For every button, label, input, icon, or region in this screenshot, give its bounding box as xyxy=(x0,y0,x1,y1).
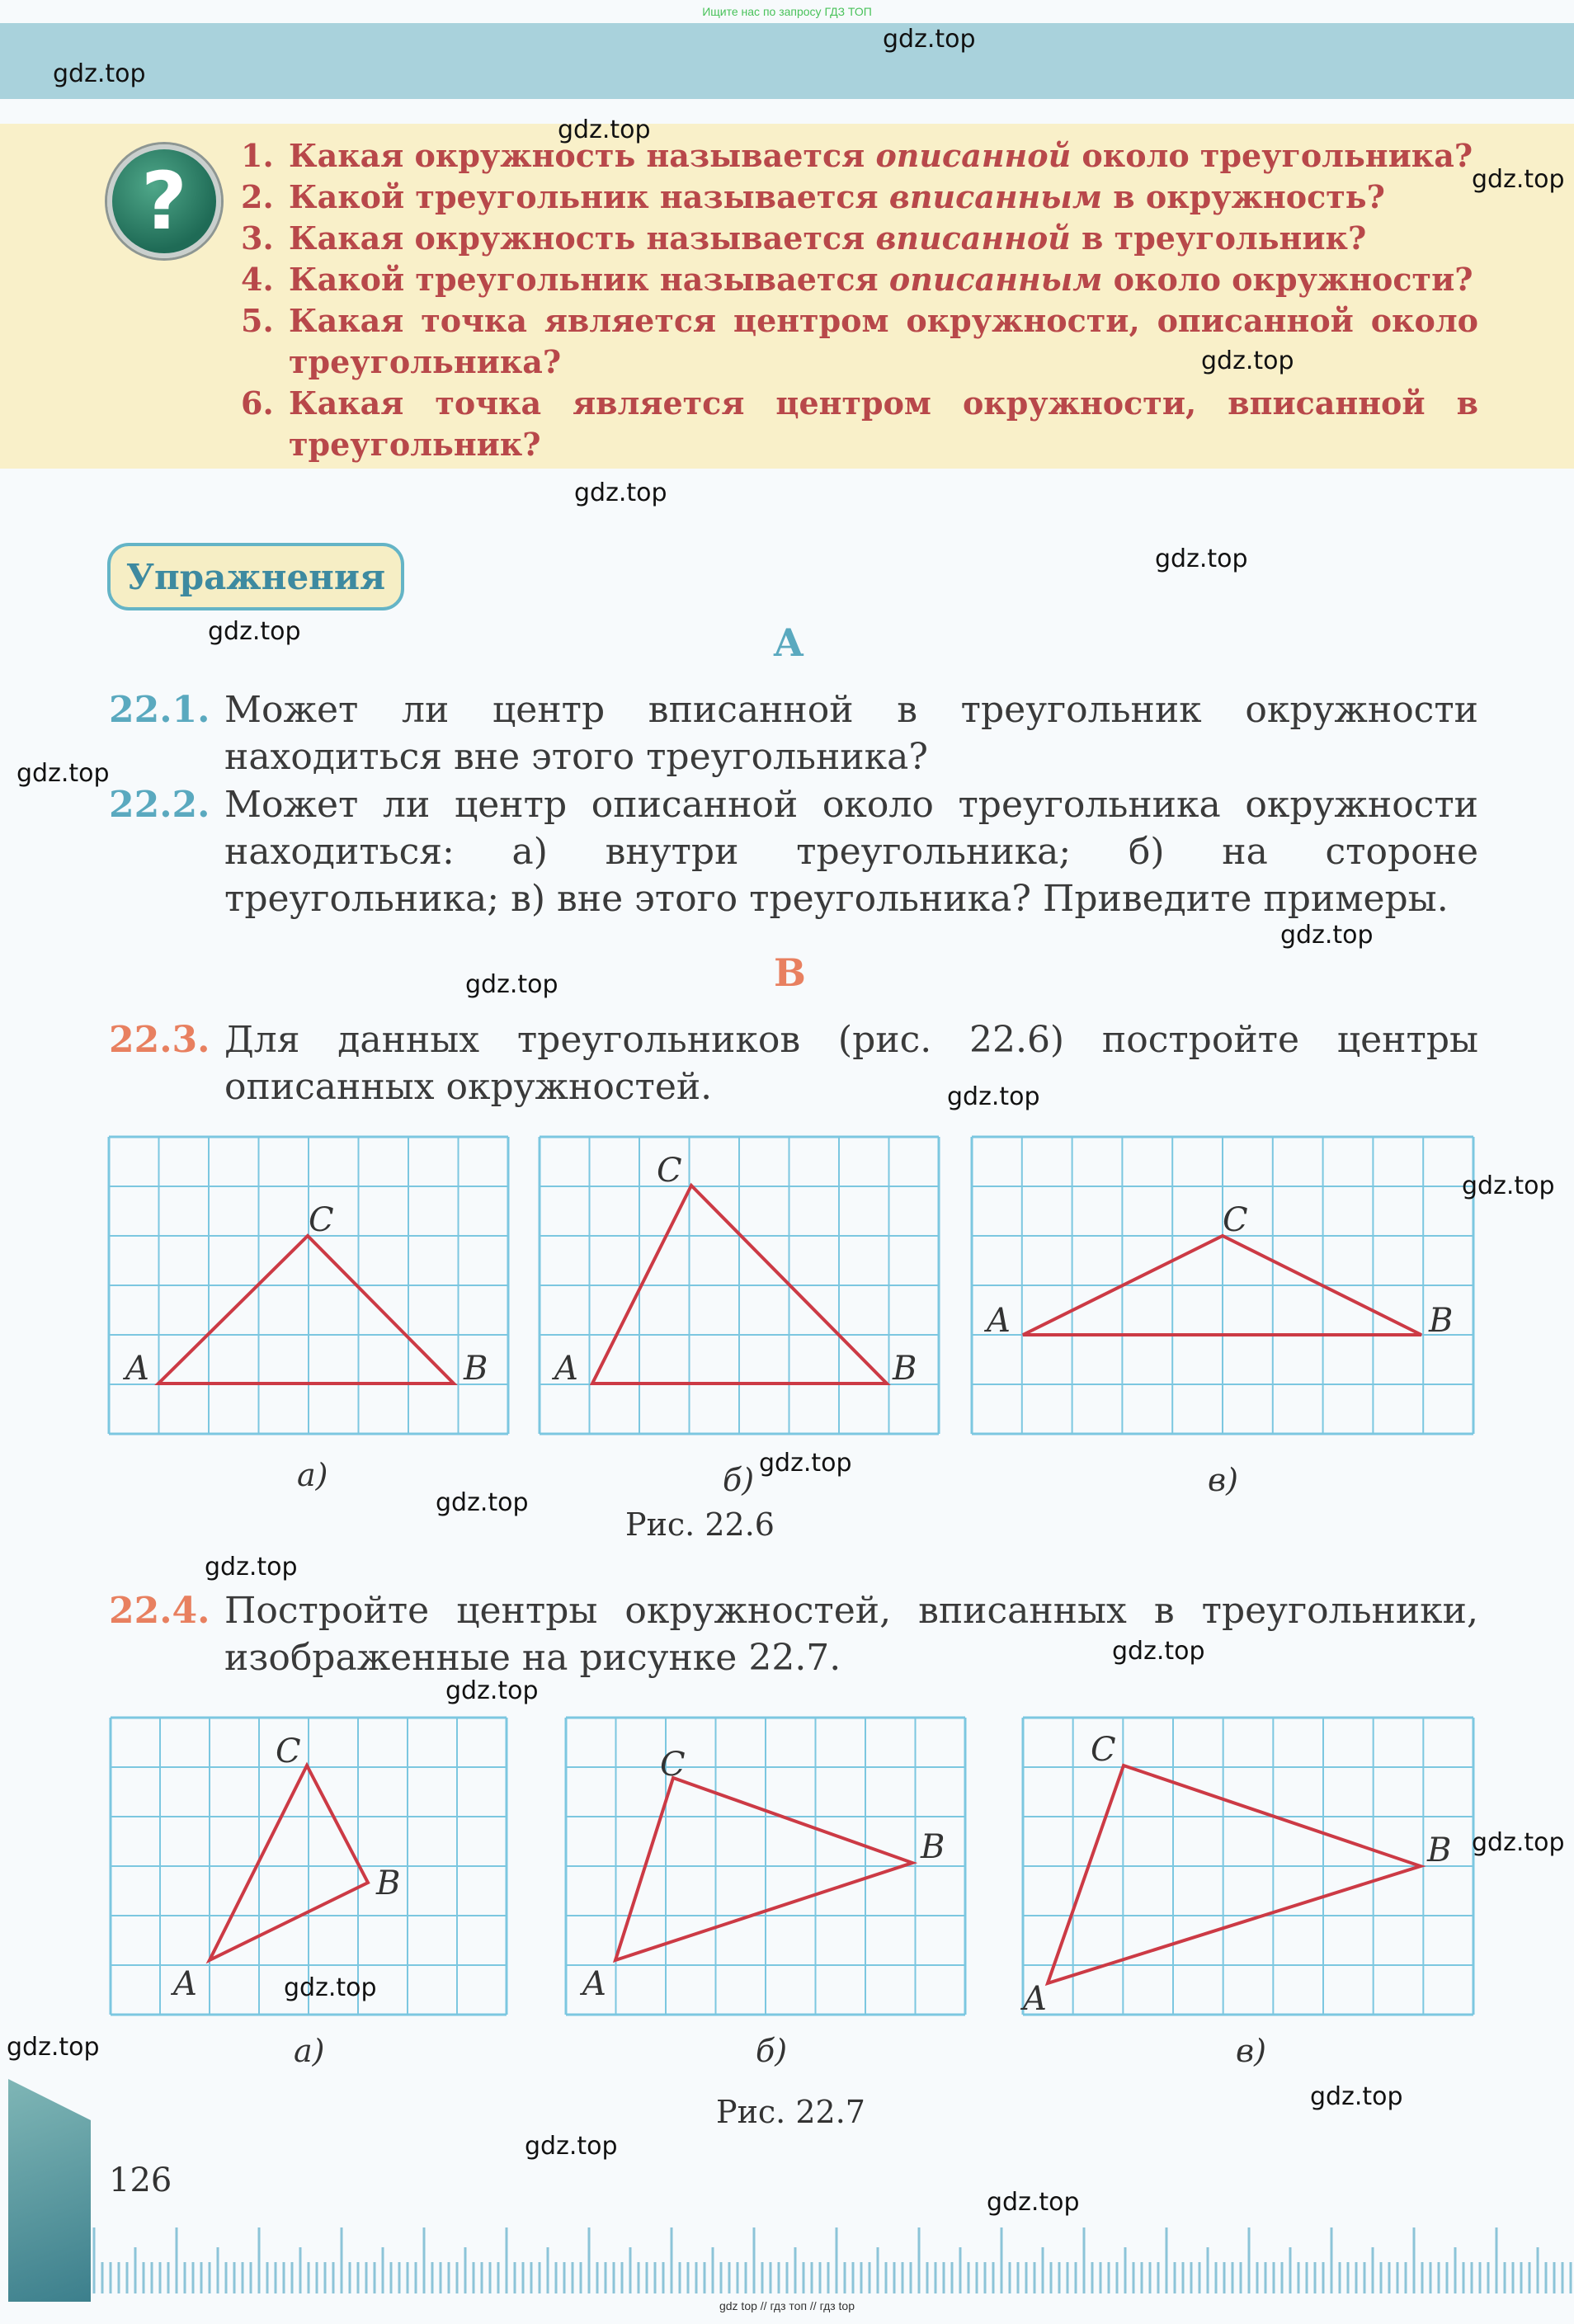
watermark: gdz.top xyxy=(558,115,651,144)
vertex-a-7a: A xyxy=(173,1965,197,2003)
question-mark-icon: ? xyxy=(107,144,221,258)
figure-22-6 xyxy=(0,1122,1574,1452)
figure-6b-label: б) xyxy=(723,1462,755,1498)
figure-22-6-caption: Рис. 22.6 xyxy=(625,1506,775,1543)
grid-figure-6a xyxy=(109,1137,508,1434)
task-number: 22.3. xyxy=(109,1019,210,1061)
task-text: Постройте центры окружностей, вписанных в треугольники, изображенные на рисунке 22.7. xyxy=(224,1590,1478,1679)
figure-7a-label: а) xyxy=(294,2033,325,2069)
ruler-decoration xyxy=(91,2219,1574,2293)
task-22-2 xyxy=(109,781,1478,922)
header-band xyxy=(0,23,1574,99)
vertex-b-6c: B xyxy=(1429,1302,1454,1340)
figure-6c-label: в) xyxy=(1208,1462,1238,1498)
bottom-note: gdz top // гдз топ // гдз top xyxy=(719,2299,855,2312)
triangle-7a xyxy=(210,1765,368,1960)
watermark: gdz.top xyxy=(465,970,558,999)
vertex-a-6a: A xyxy=(125,1350,149,1388)
question-item: 2. Какой треугольник называется вписанным в окружность? xyxy=(241,178,1385,215)
grid-figure-6c xyxy=(972,1137,1473,1434)
section-a-heading: A xyxy=(774,620,803,665)
figure-22-7-caption: Рис. 22.7 xyxy=(716,2094,865,2130)
watermark: gdz.top xyxy=(1112,1637,1205,1666)
vertex-a-6b: A xyxy=(554,1350,578,1388)
triangle-6a xyxy=(158,1236,454,1384)
watermark: gdz.top xyxy=(1472,1828,1565,1857)
vertex-c-7b: C xyxy=(660,1746,686,1784)
figure-7b-label: б) xyxy=(756,2033,788,2069)
watermark: gdz.top xyxy=(883,25,976,54)
exercises-label: Упражнения xyxy=(107,543,404,610)
watermark: gdz.top xyxy=(7,2033,100,2062)
watermark: gdz.top xyxy=(1280,921,1374,950)
vertex-c-7a: C xyxy=(276,1732,301,1770)
question-item: 5. Какая точка является центром окружности, описанной около треугольника? xyxy=(241,302,1478,380)
vertex-a-6c: A xyxy=(987,1302,1011,1340)
watermark: gdz.top xyxy=(284,1973,377,2002)
vertex-c-6a: C xyxy=(309,1201,334,1239)
top-note: Ищите нас по запросу ГДЗ ТОП xyxy=(702,5,872,18)
watermark: gdz.top xyxy=(436,1488,529,1517)
watermark: gdz.top xyxy=(1462,1171,1555,1200)
figure-6a-label: а) xyxy=(297,1457,328,1493)
watermark: gdz.top xyxy=(1155,544,1248,573)
grid-figure-7a xyxy=(111,1718,507,2015)
task-number: 22.2. xyxy=(109,784,210,826)
figure-22-7 xyxy=(0,1708,1574,2029)
watermark: gdz.top xyxy=(208,617,301,646)
page-number: 126 xyxy=(109,2161,172,2199)
watermark: gdz.top xyxy=(574,478,667,507)
corner-decoration xyxy=(8,2079,91,2302)
section-b-heading: B xyxy=(774,950,806,995)
watermark: gdz.top xyxy=(1201,346,1294,375)
task-22-3 xyxy=(109,1016,1478,1110)
task-text: Для данных треугольников (рис. 22.6) постройте центры описанных окружностей. xyxy=(224,1019,1478,1108)
task-text: Может ли центр описанной около треугольника окружности находиться: а) внутри треугольника; б) на стороне треугольника; в) вне этого треугольника? Приведите примеры. xyxy=(224,784,1478,920)
task-number: 22.1. xyxy=(109,689,210,731)
triangle-7c xyxy=(1048,1765,1421,1983)
triangle-7b xyxy=(615,1778,912,1960)
vertex-a-7b: A xyxy=(582,1965,606,2003)
vertex-b-6b: B xyxy=(893,1350,917,1388)
question-item: 4. Какой треугольник называется описанным около окружности? xyxy=(241,261,1473,298)
task-22-1 xyxy=(109,686,1478,780)
grid-figure-6b xyxy=(540,1137,939,1434)
task-text: Может ли центр вписанной в треугольник окружности находиться вне этого треугольника? xyxy=(224,689,1478,778)
question-item: 3. Какая окружность называется вписанной в треугольник? xyxy=(241,219,1367,257)
watermark: gdz.top xyxy=(759,1449,852,1478)
task-number: 22.4. xyxy=(109,1590,210,1632)
question-item: 6. Какая точка является центром окружности, вписанной в треугольник? xyxy=(241,384,1478,463)
watermark: gdz.top xyxy=(987,2188,1080,2217)
task-22-4 xyxy=(109,1587,1478,1681)
watermark: gdz.top xyxy=(525,2132,618,2161)
watermark: gdz.top xyxy=(205,1553,298,1582)
watermark: gdz.top xyxy=(16,759,110,788)
watermark: gdz.top xyxy=(53,59,146,88)
vertex-c-6b: C xyxy=(657,1152,682,1190)
vertex-b-7b: B xyxy=(921,1828,945,1866)
vertex-b-7a: B xyxy=(376,1864,401,1902)
question-item: 1. Какая окружность называется описанной около треугольника? xyxy=(241,137,1473,174)
vertex-a-7c: A xyxy=(1023,1980,1047,2018)
vertex-b-7c: B xyxy=(1427,1831,1452,1869)
questions-list xyxy=(241,135,1478,465)
watermark: gdz.top xyxy=(445,1676,539,1705)
watermark: gdz.top xyxy=(947,1082,1040,1111)
vertex-b-6a: B xyxy=(464,1350,488,1388)
vertex-c-6c: C xyxy=(1223,1201,1248,1239)
figure-7c-label: в) xyxy=(1236,2033,1266,2069)
vertex-c-7c: C xyxy=(1091,1731,1116,1769)
watermark: gdz.top xyxy=(1472,165,1565,194)
watermark: gdz.top xyxy=(1310,2082,1403,2111)
